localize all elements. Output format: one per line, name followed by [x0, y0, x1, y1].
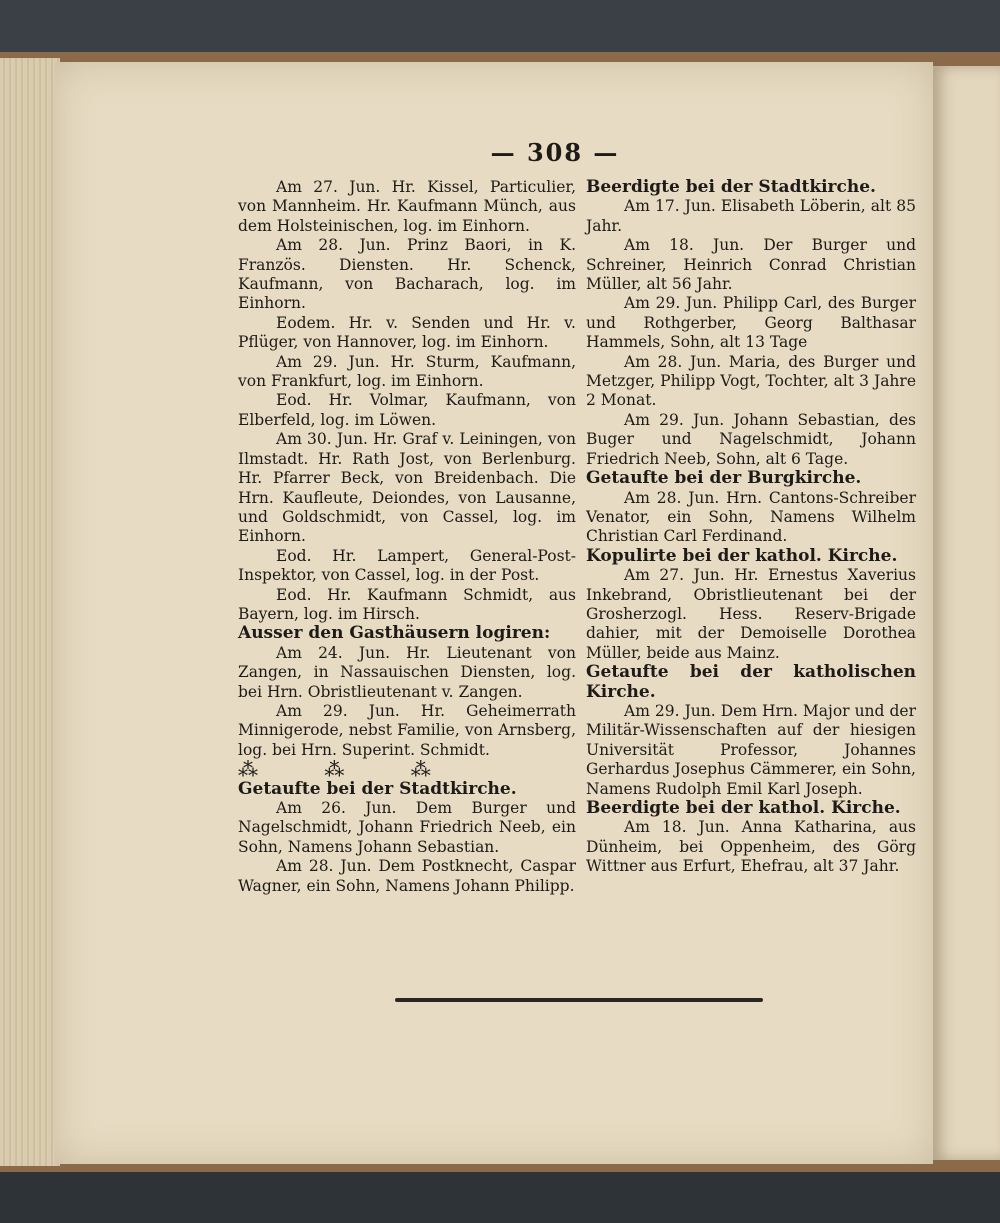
section-heading-burials-catholic: Beerdigte bei der kathol. Kirche.: [586, 798, 901, 818]
lodging-entry: Am 29. Jun. Hr. Geheimerrath Minnigerode, nebst Familie, von Arnsberg, log. bei Hrn. Superint. Schmidt.: [238, 701, 576, 759]
section-heading-baptisms-catholic: Getaufte bei der katholischen Kirche.: [586, 662, 916, 702]
burial-entry: Am 29. Jun. Johann Sebastian, des Buger und Nagelschmidt, Johann Friedrich Neeb, Sohn, alt 6 Tage.: [586, 410, 916, 468]
arrival-entry: Am 29. Jun. Hr. Sturm, Kaufmann, von Frankfurt, log. im Einhorn.: [238, 352, 576, 391]
baptism-entry: Am 28. Jun. Dem Postknecht, Caspar Wagner, ein Sohn, Namens Johann Philipp.: [238, 857, 576, 895]
burial-entry: Am 18. Jun. Anna Katharina, aus Dünheim, bei Oppenheim, des Görg Wittner aus Erfurt, Ehefrau, alt 37 Jahr.: [586, 818, 916, 876]
page-edges: [0, 58, 60, 1166]
baptism-entry: Am 29. Jun. Dem Hrn. Major und der Militär-Wissenschaften auf der hiesigen Universität Professor, Johannes Gerhardus Josephus Cämmerer, ein Sohn, Namens Rudolph Emil Karl Joseph.: [586, 701, 916, 798]
baptism-entry: Am 26. Jun. Dem Burger und Nagelschmidt, Johann Friedrich Neeb, ein Sohn, Namens Johann Sebastian.: [238, 799, 576, 856]
arrival-entry: Eod. Hr. Lampert, General-Post-Inspektor, von Cassel, log. in der Post.: [238, 546, 576, 585]
right-column: [586, 178, 916, 877]
burial-entry: Am 29. Jun. Philipp Carl, des Burger und Rothgerber, Georg Balthasar Hammels, Sohn, alt 13 Tage: [586, 294, 916, 352]
end-rule: [395, 998, 763, 1002]
arrival-entry: Am 28. Jun. Prinz Baori, in K. Französ. Diensten. Hr. Schenck, Kaufmann, von Bacharach, log. im Einhorn.: [238, 236, 576, 313]
facing-page-edge: [933, 66, 1000, 1160]
burial-entry: Am 28. Jun. Maria, des Burger und Metzger, Philipp Vogt, Tochter, alt 3 Jahre 2 Monat.: [586, 352, 916, 410]
lodging-entry: Am 24. Jun. Hr. Lieutenant von Zangen, in Nassauischen Diensten, log. bei Hrn. Obristlieutenant v. Zangen.: [238, 643, 576, 701]
baptism-entry: Am 28. Jun. Hrn. Cantons-Schreiber Venator, ein Sohn, Namens Wilhelm Christian Carl Ferdinand.: [586, 488, 916, 546]
arrival-entry: Eod. Hr. Kaufmann Schmidt, aus Bayern, log. im Hirsch.: [238, 585, 576, 623]
burial-entry: Am 17. Jun. Elisabeth Löberin, alt 85 Jahr.: [586, 197, 916, 235]
asterism-ornament: ⁂ ⁂ ⁂: [238, 757, 461, 782]
section-heading-baptisms-burgkirche: Getaufte bei der Burgkirche.: [586, 468, 862, 489]
arrival-entry: Am 27. Jun. Hr. Kissel, Particulier, von Mannheim. Hr. Kaufmann Münch, aus dem Holsteinischen, log. im Einhorn.: [238, 178, 576, 235]
arrival-entry: Eod. Hr. Volmar, Kaufmann, von Elberfeld, log. im Löwen.: [238, 391, 576, 429]
section-heading-private-lodging: Ausser den Gasthäusern logiren:: [238, 623, 551, 644]
burial-entry: Am 18. Jun. Der Burger und Schreiner, Heinrich Conrad Christian Müller, alt 56 Jahr.: [586, 236, 916, 294]
section-heading-burials-stadtkirche: Beerdigte bei der Stadtkirche.: [586, 177, 876, 197]
marriage-entry: Am 27. Jun. Hr. Ernestus Xaverius Inkebrand, Obristlieutenant bei der Grosherzogl. Hess. Reserv-Brigade dahier, mit der Demoiselle Dorothea Müller, beide aus Mainz.: [586, 566, 916, 662]
arrival-entry: Eodem. Hr. v. Senden und Hr. v. Pflüger, von Hannover, log. im Einhorn.: [238, 313, 576, 352]
section-heading-marriages-catholic: Kopulirte bei der kathol. Kirche.: [586, 545, 898, 566]
section-heading-baptisms-stadtkirche: Getaufte bei der Stadtkirche.: [238, 778, 517, 799]
arrival-entry: Am 30. Jun. Hr. Graf v. Leiningen, von Ilmstadt. Hr. Rath Jost, von Berlenburg. Hr. Pfarrer Beck, von Breidenbach. Die Hrn. Kaufleute, Deiondes, von Lausanne, und Goldschmidt, von Cassel, log. im Einhorn.: [238, 430, 576, 546]
page-number: — 308 —: [490, 138, 620, 167]
left-column: [238, 178, 576, 896]
